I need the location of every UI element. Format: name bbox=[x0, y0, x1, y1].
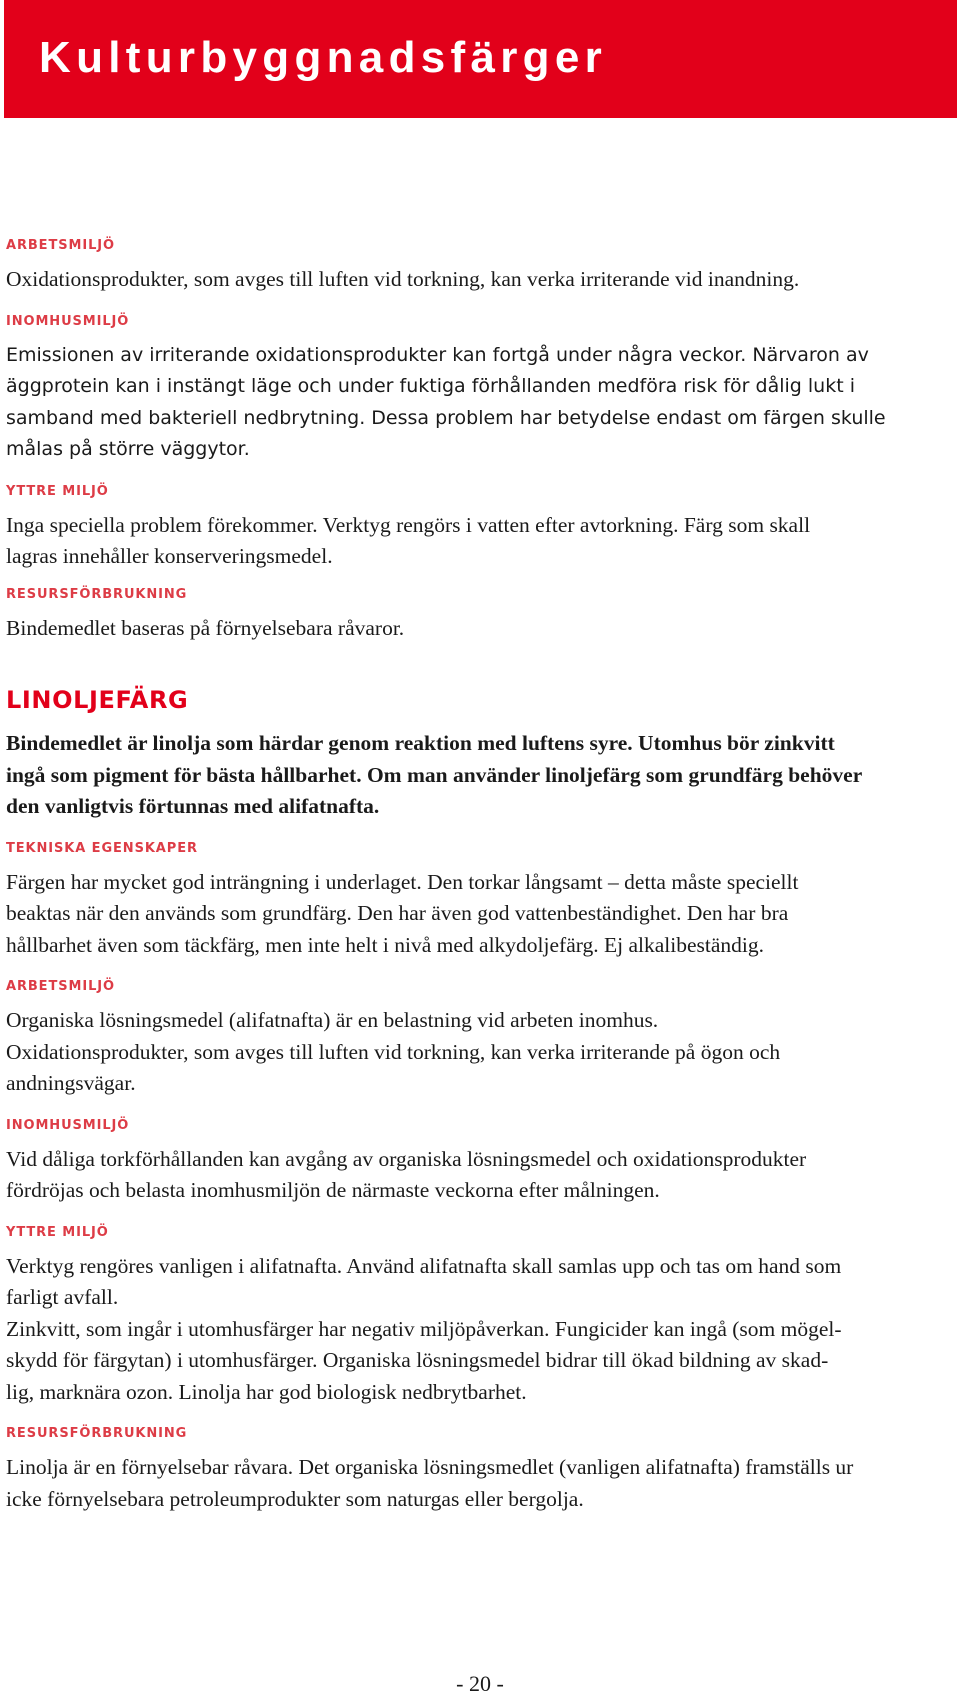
section-heading: INOMHUSMILJÖ bbox=[6, 1117, 130, 1133]
page-number: - 20 - bbox=[456, 1671, 504, 1696]
section-linoljefarg bbox=[6, 686, 956, 823]
section-tekniska-egenskaper bbox=[6, 841, 956, 962]
paragraph-line: skydd för färgytan) i utomhusfärger. Organiska lösningsmedel bidrar till ökad bildning av skad- bbox=[6, 1348, 829, 1372]
paragraph-line: lagras innehåller konserveringsmedel. bbox=[6, 544, 333, 568]
section-arbetsmiljo-linolja bbox=[6, 979, 956, 1100]
paragraph-line: lig, marknära ozon. Linolja har god biologisk nedbrytbarhet. bbox=[6, 1379, 527, 1404]
paragraph-line: beaktas när den används som grundfärg. Den har även god vattenbeständighet. Den har bra bbox=[6, 901, 789, 925]
paragraph-line: Organiska lösningsmedel (alifatnafta) är en belastning vid arbeten inomhus. bbox=[6, 1008, 659, 1032]
section-yttre-miljo bbox=[6, 484, 956, 573]
section-yttre-miljo-linolja bbox=[6, 1225, 956, 1409]
paragraph-line: icke förnyelsebara petroleumprodukter som naturgas eller bergolja. bbox=[6, 1486, 584, 1511]
section-inomhusmiljo-linolja bbox=[6, 1118, 956, 1207]
paragraph-line: samband med bakteriell nedbrytning. Dessa problem har betydelse endast om färgen skulle bbox=[6, 406, 886, 429]
paragraph-line: Färgen har mycket god inträngning i underlaget. Den torkar långsamt – detta måste speciellt bbox=[6, 869, 799, 894]
lead-line: ingå som pigment för bästa hållbarhet. Om man använder linoljefärg som grundfärg behöver bbox=[6, 762, 863, 787]
paragraph-line: Zinkvitt, som ingår i utomhusfärger har negativ miljöpåverkan. Fungicider kan ingå (som mögel- bbox=[6, 1316, 842, 1341]
lead-line: Bindemedlet är linolja som härdar genom reaktion med luftens syre. Utomhus bör zinkvitt bbox=[6, 731, 835, 755]
section-resursforbrukning bbox=[6, 587, 956, 645]
section-heading: RESURSFÖRBRUKNING bbox=[6, 1426, 188, 1441]
page-title: Kulturbyggnadsfärger bbox=[39, 33, 608, 82]
section-heading: ARBETSMILJÖ bbox=[6, 979, 115, 994]
title-banner bbox=[4, 0, 957, 118]
lead-line: den vanligtvis förtunnas med alifatnafta. bbox=[6, 794, 380, 818]
section-arbetsmiljo bbox=[6, 238, 956, 296]
paragraph-line: Linolja är en förnyelsebar råvara. Det organiska lösningsmedlet (vanligen alifatnafta) framställs ur bbox=[6, 1455, 854, 1479]
section-inomhusmiljo bbox=[6, 314, 956, 466]
paragraph-line: målas på större väggytor. bbox=[6, 438, 250, 460]
section-resursforbrukning-linolja bbox=[6, 1426, 956, 1515]
paragraph-line: Vid dåliga torkförhållanden kan avgång av organiska lösningsmedel och oxidationsprodukter bbox=[6, 1146, 807, 1171]
paragraph-line: Oxidationsprodukter, som avges till luften vid torkning, kan verka irriterande på ögon och bbox=[6, 1039, 781, 1064]
paragraph-line: farligt avfall. bbox=[6, 1285, 119, 1309]
paragraph-line: Verktyg rengöres vanligen i alifatnafta. Använd alifatnafta skall samlas upp och tas om hand som bbox=[6, 1253, 842, 1278]
paragraph-line: Bindemedlet baseras på förnyelsebara råvaror. bbox=[6, 615, 405, 640]
paragraph-line: hållbarhet även som täckfärg, men inte helt i nivå med alkydoljefärg. Ej alkalibeständig. bbox=[6, 932, 765, 957]
section-heading: RESURSFÖRBRUKNING bbox=[6, 586, 188, 602]
paragraph-line: andningsvägar. bbox=[6, 1071, 136, 1095]
section-heading: TEKNISKA EGENSKAPER bbox=[6, 840, 198, 856]
paragraph-line: äggprotein kan i instängt läge och under fuktiga förhållanden medföra risk för dålig lukt i bbox=[6, 375, 855, 397]
paragraph-line: Emissionen av irriterande oxidationsprodukter kan fortgå under några veckor. Närvaron av bbox=[6, 343, 869, 366]
paragraph-line: fördröjas och belasta inomhusmiljön de närmaste veckorna efter målningen. bbox=[6, 1178, 660, 1202]
section-heading: YTTRE MILJÖ bbox=[6, 483, 109, 499]
paragraph-line: Oxidationsprodukter, som avges till luften vid torkning, kan verka irriterande vid inandning. bbox=[6, 267, 800, 291]
section-heading: INOMHUSMILJÖ bbox=[6, 313, 130, 329]
section-heading: YTTRE MILJÖ bbox=[6, 1224, 109, 1240]
section-title: LINOLJEFÄRG bbox=[6, 686, 189, 714]
paragraph-line: Inga speciella problem förekommer. Verktyg rengörs i vatten efter avtorkning. Färg som skall bbox=[6, 512, 811, 537]
section-heading: ARBETSMILJÖ bbox=[6, 238, 115, 253]
document-body bbox=[6, 238, 956, 1515]
